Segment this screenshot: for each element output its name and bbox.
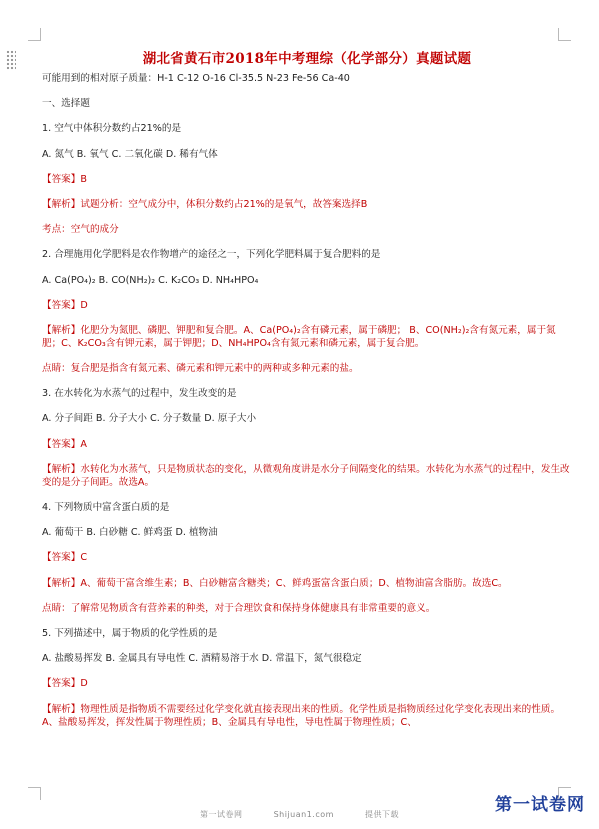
text-line: 【答案】A bbox=[42, 438, 87, 450]
document-lines bbox=[42, 72, 572, 729]
text-line: 【解析】化肥分为氮肥、磷肥、钾肥和复合肥。A、Ca(PO₄)₂含有磷元素，属于磷肥； B、CO(NH₂)₂含有氮元素，属于氮肥；C、K₂CO₃含有钾元素，属于钾肥；D、NH₄HPO₄含有氮元素和磷元素，属于复合肥。 bbox=[42, 324, 556, 349]
text-line: A. 盐酸易挥发 B. 金属具有导电性 C. 酒精易溶于水 D. 常温下，氮气很稳定 bbox=[42, 653, 362, 665]
text-line: 【解析】水转化为水蒸气，只是物质状态的变化，从微观角度讲是水分子间隔变化的结果。水转化为水蒸气的过程中，发生改变的是分子间距。故选A。 bbox=[42, 463, 570, 488]
text-line: 【答案】D bbox=[42, 678, 88, 690]
page-corner-mark bbox=[558, 28, 571, 41]
text-line: A. 葡萄干 B. 白砂糖 C. 鲜鸡蛋 D. 植物油 bbox=[42, 527, 218, 539]
site-logo: 第一试卷网 bbox=[495, 795, 585, 815]
text-line: 4. 下列物质中富含蛋白质的是 bbox=[42, 502, 170, 513]
text-line: 【解析】A、葡萄干富含维生素；B、白砂糖富含糖类；C、鲜鸡蛋富含蛋白质；D、植物油富含脂肪。故选C。 bbox=[42, 577, 508, 589]
text-line: 点睛：了解常见物质含有营养素的种类，对于合理饮食和保持身体健康具有非常重要的意义。 bbox=[42, 602, 436, 614]
drag-handle-icon[interactable] bbox=[6, 50, 16, 70]
text-line: 【答案】D bbox=[42, 299, 88, 311]
text-line: 3. 在水转化为水蒸气的过程中，发生改变的是 bbox=[42, 388, 237, 400]
text-line: 考点：空气的成分 bbox=[42, 224, 119, 236]
footer-download-text: 提供下载 bbox=[364, 810, 399, 819]
page-corner-mark bbox=[28, 787, 41, 800]
text-line: 【解析】物理性质是指物质不需要经过化学变化就直接表现出来的性质。化学性质是指物质经过化学变化表现出来的性质。A、盐酸易挥发，挥发性属于物理性质；B、金属具有导电性，导电性属于物理性质；C、 bbox=[42, 703, 561, 728]
text-line: 5. 下列描述中，属于物质的化学性质的是 bbox=[42, 627, 218, 639]
footer-site-name: 第一试卷网 bbox=[200, 810, 243, 819]
text-line: 2. 合理施用化学肥料是农作物增产的途径之一，下列化学肥料属于复合肥料的是 bbox=[42, 249, 381, 261]
text-line: 可能用到的相对原子质量：H-1 C-12 O-16 Cl-35.5 N-23 Fe-56 Ca-40 bbox=[42, 73, 350, 84]
text-line: A. Ca(PO₄)₂ B. CO(NH₂)₂ C. K₂CO₃ D. NH₄HPO₄ bbox=[42, 274, 259, 286]
text-line: A. 氮气 B. 氧气 C. 二氧化碳 D. 稀有气体 bbox=[42, 148, 218, 160]
text-line: 【答案】C bbox=[42, 552, 88, 564]
text-line: 一、选择题 bbox=[42, 98, 90, 110]
text-line: 【答案】B bbox=[42, 173, 87, 185]
document-body bbox=[42, 46, 572, 741]
page-title: 湖北省黄石市2018年中考理综（化学部分）真题试题 bbox=[142, 51, 472, 67]
text-line: 【解析】试题分析：空气成分中，体积分数约占21%的是氧气，故答案选择B bbox=[42, 198, 368, 210]
page-corner-mark bbox=[28, 28, 41, 41]
text-line: A. 分子间距 B. 分子大小 C. 分子数量 D. 原子大小 bbox=[42, 413, 257, 425]
text-line: 点睛：复合肥是指含有氮元素、磷元素和钾元素中的两种或多种元素的盐。 bbox=[42, 363, 359, 375]
text-line: 1. 空气中体积分数约占21%的是 bbox=[42, 123, 182, 135]
footer-site-url: Shijuan1.com bbox=[273, 810, 334, 819]
